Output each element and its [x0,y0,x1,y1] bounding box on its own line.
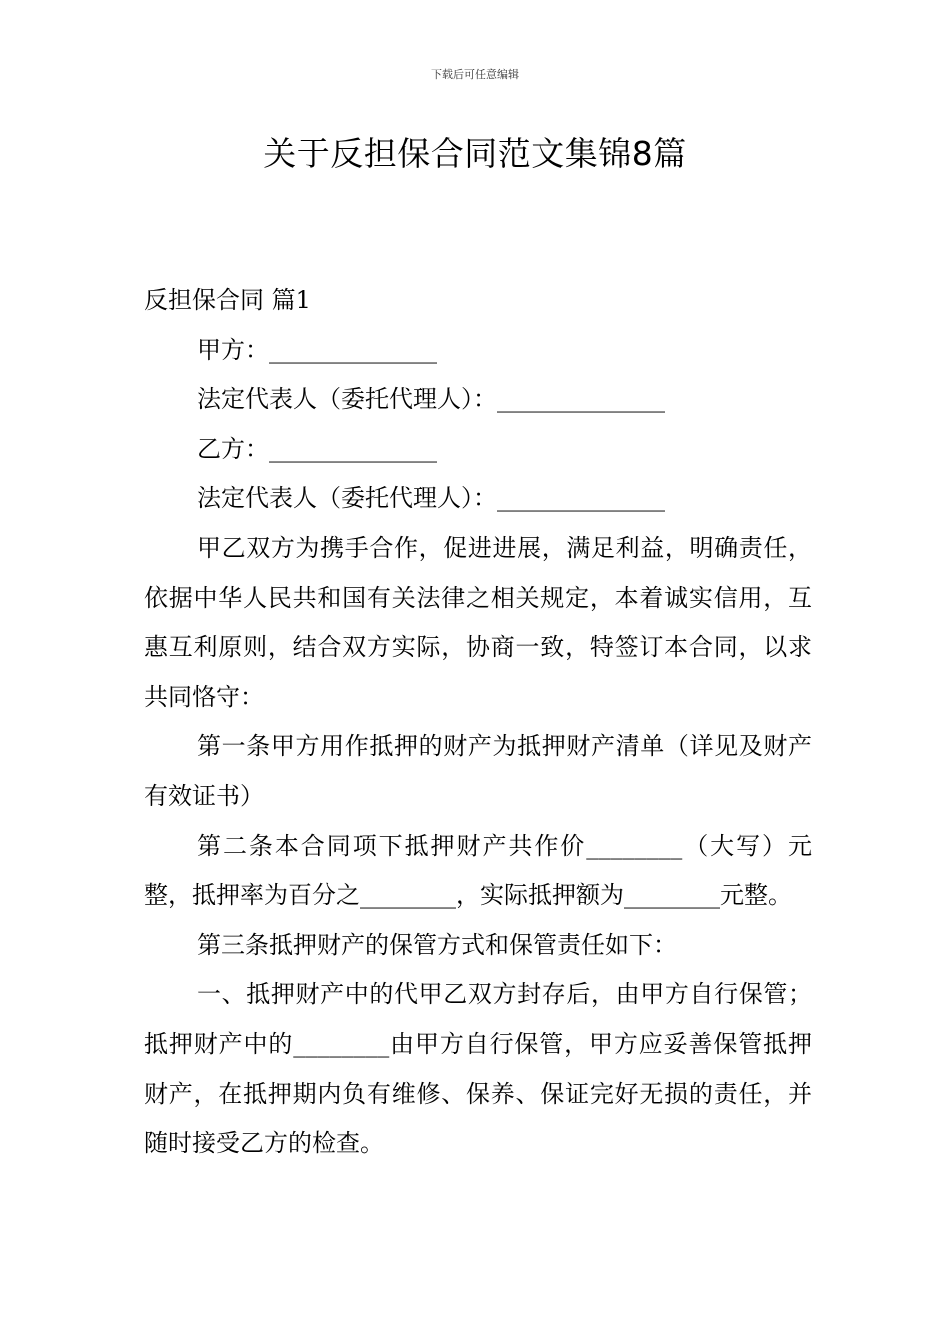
document-title: 关于反担保合同范文集锦8篇 [263,134,687,173]
party-a-representative-line: 法定代表人（委托代理人）：______________ [197,385,665,414]
article-3-paragraph: 第三条抵押财产的保管方式和保管责任如下： [197,930,677,959]
party-a-line: 甲方：______________ [197,335,437,364]
article-2-paragraph: 第二条本合同项下抵押财产共作价________（大写）元整，抵押率为百分之________，实际抵押额为________元整。 [144,831,812,910]
section-heading: 反担保合同 篇1 [144,286,311,314]
document-body [144,276,812,1169]
party-b-line: 乙方：______________ [197,434,437,463]
article-1-paragraph: 第一条甲方用作抵押的财产为抵押财产清单（详见及财产有效证书） [144,732,812,810]
preamble-paragraph: 甲乙双方为携手合作，促进进展，满足利益，明确责任，依据中华人民共和国有关法律之相关规定，本着诚实信用，互惠互利原则，结合双方实际，协商一致，特签订本合同，以求共同恪守： [144,533,812,711]
header-note: 下载后可任意编辑 [431,68,519,81]
article-3-clause-1-paragraph: 一、抵押财产中的代甲乙双方封存后，由甲方自行保管；抵押财产中的________由甲方自行保管，甲方应妥善保管抵押财产，在抵押期内负有维修、保养、保证完好无损的责任，并随时接受乙方的检查。 [144,980,812,1158]
party-b-representative-line: 法定代表人（委托代理人）：______________ [197,484,665,513]
